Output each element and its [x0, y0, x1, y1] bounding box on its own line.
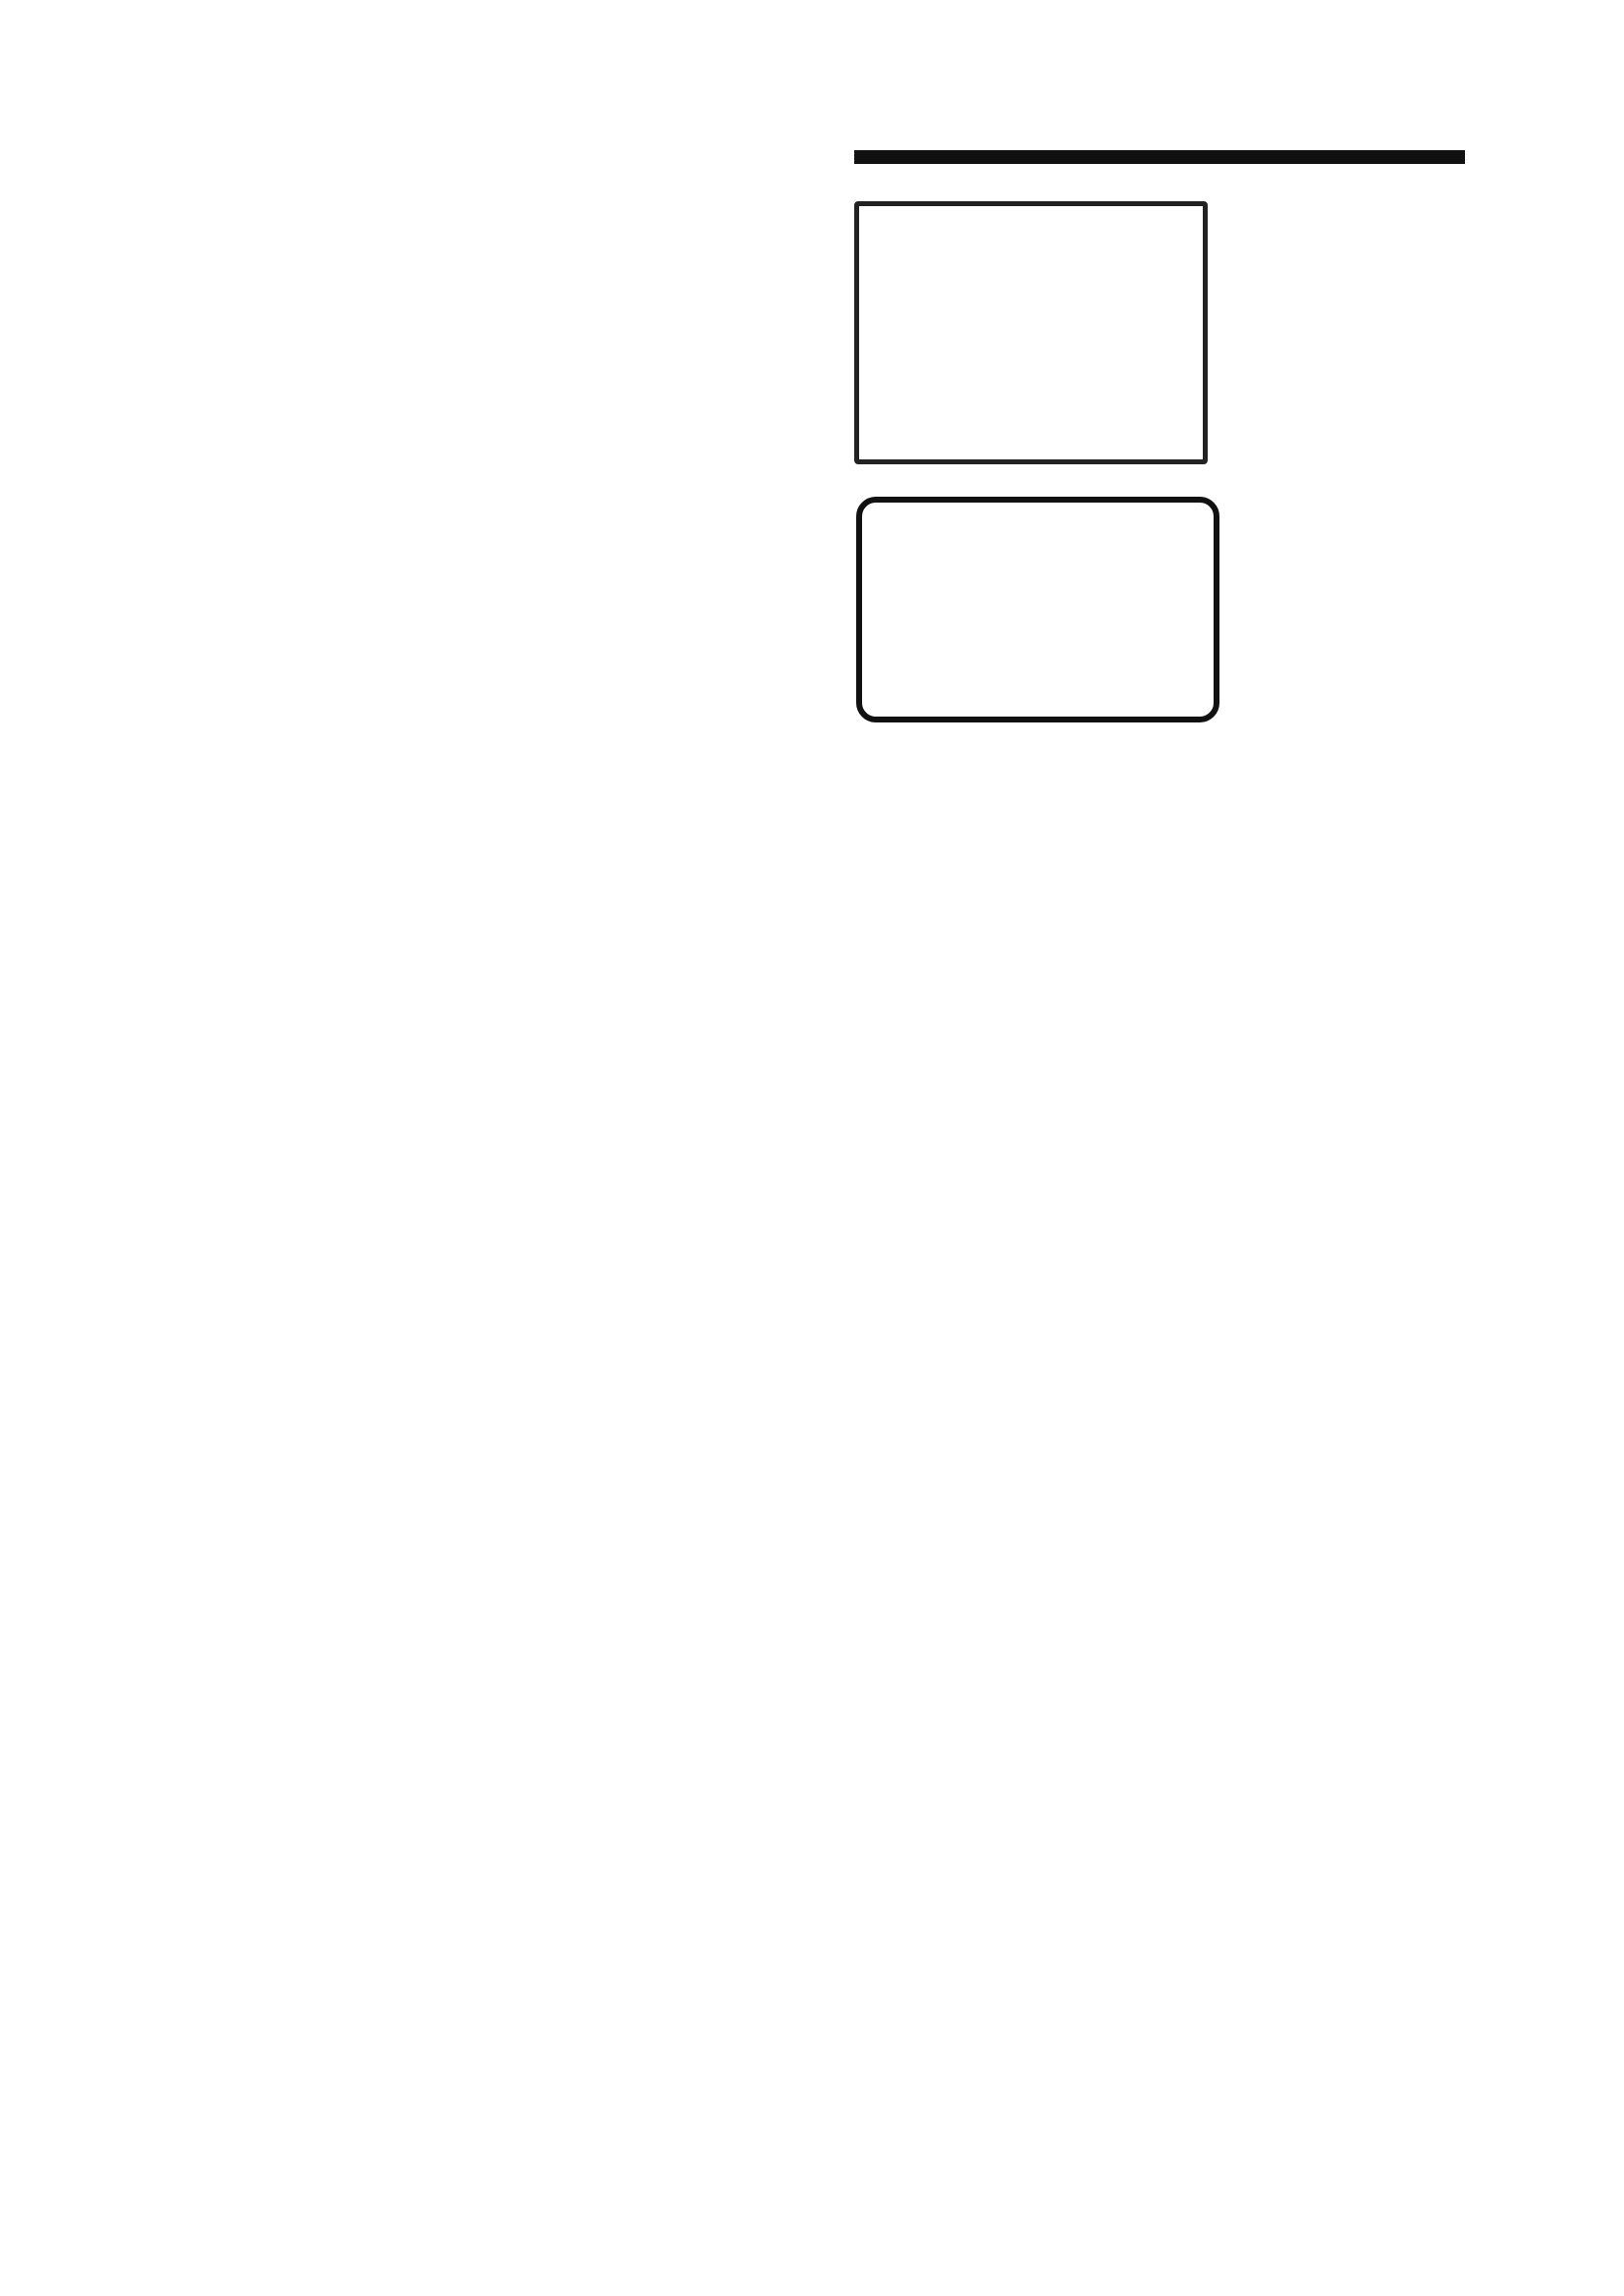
table-of-contents [174, 137, 783, 171]
class-1-laser-label [856, 497, 1219, 722]
laser-warning-sticker [854, 201, 1208, 464]
warning-column [854, 150, 1465, 755]
section-rule [854, 150, 1465, 164]
